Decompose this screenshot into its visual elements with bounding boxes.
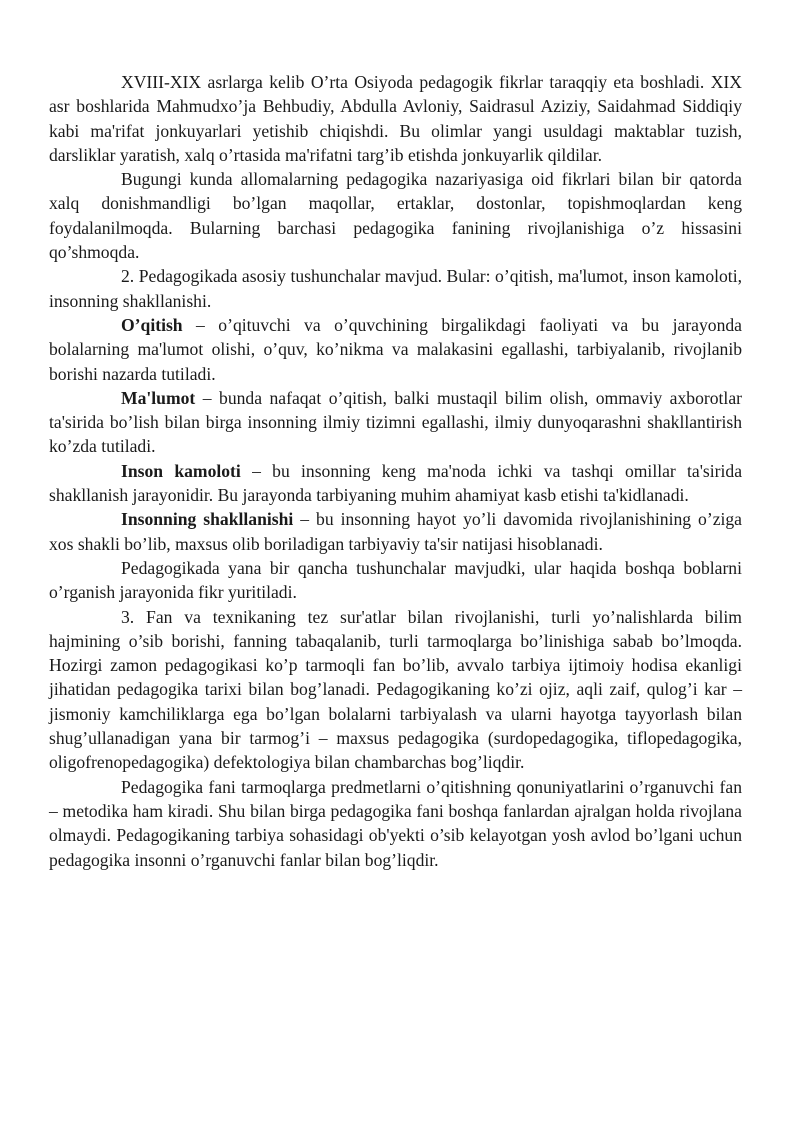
paragraph	[49, 70, 742, 167]
term-heading: Insonning shakllanishi	[121, 509, 294, 530]
paragraph-text: Pedagogikada yana bir qancha tushunchalar mavjudki, ular haqida boshqa boblarni o’rganish jarayonida fikr yuritiladi.	[49, 557, 742, 603]
paragraph-text: XVIII-XIX asrlarga kelib O’rta Osiyoda pedagogik fikrlar taraqqiy eta boshladi. XIX asr boshlarida Mahmudxo’ja Behbudiy, Abdulla Avloniy, Saidrasul Aziziy, Saidahmad Siddiqiy kabi ma'rifat jonkuyarlari yetishib chiqishdi. Bu olimlar yangi usuldagi maktablar tuzish, darsliklar yaratish, xalq o’rtasida ma'rifatni targ’ib etishda jonkuyarlik qildilar.	[49, 72, 742, 165]
paragraph-text: 3. Fan va texnikaning tez sur'atlar bilan rivojlanishi, turli yo’nalishlarda bilim hajmining o’sib borishi, fanning tabaqalanib, turli tarmoqlarga bo’linishiga sabab bo’lmoqda. Hozirgi zamon pedagogikasi ko’p tarmoqli fan bo’lib, avvalo tarbiya ijtimoiy hodisa ekanligi jihatidan pedagogika tarixi bilan bog’lanadi. Pedagogikaning ko’zi ojiz, aqli zaif, qulog’i kar – jismoniy kamchiliklarga ega bo’lgan bolalarni tarbiyalash va ularni hayotga tayyorlash bilan shug’ullanadigan yana bir tarmog’i – maxsus pedagogika (surdopedagogika, tiflopedagogika, oligofrenopedagogika) defektologiya bilan chambarchas bog’liqdir.	[49, 606, 742, 773]
paragraph	[49, 264, 742, 313]
document-page	[49, 70, 742, 872]
term-heading: Inson kamoloti	[121, 460, 241, 481]
paragraph	[49, 775, 742, 872]
paragraph-text: Pedagogika fani tarmoqlarga predmetlarni o’qitishning qonuniyatlarini o’rganuvchi fan – metodika ham kiradi. Shu bilan birga pedagogika fani boshqa fanlardan ajralgan holda rivojlana olmaydi. Pedagogikaning tarbiya sohasidagi ob'yekti o’sib kelayotgan yosh avlod bo’lgani uchun pedagogika insonni o’rganuvchi fanlar bilan bog’liqdir.	[49, 776, 742, 870]
definition-text: – bunda nafaqat o’qitish, balki mustaqil bilim olish, ommaviy axborotlar ta'sirida bo’lish bilan birga insonning ilmiy tizimni egallashi, ilmiy dunyoqarashni shakllantirish ko’zda tutiladi.	[49, 387, 742, 457]
definition-paragraph	[49, 313, 742, 386]
definition-paragraph	[49, 507, 742, 556]
paragraph-text: 2. Pedagogikada asosiy tushunchalar mavjud. Bular: o’qitish, ma'lumot, inson kamoloti, insonning shakllanishi.	[49, 266, 742, 311]
paragraph	[49, 605, 742, 775]
paragraph-text: Bugungi kunda allomalarning pedagogika nazariyasiga oid fikrlari bilan bir qatorda xalq donishmandligi bo’lgan maqollar, ertaklar, dostonlar, topishmoqlardan keng foydalanilmoqda. Bularning barchasi pedagogika fanining rivojlanishiga o’z hissasini qo’shmoqda.	[49, 169, 742, 263]
paragraph	[49, 556, 742, 605]
definition-text: – bu insonning hayot yo’li davomida rivojlanishining o’ziga xos shakli bo’lib, maxsus olib boriladigan tarbiyaviy ta'sir natijasi hisoblanadi.	[49, 509, 742, 554]
definition-text: – o’qituvchi va o’quvchining birgalikdagi faoliyati va bu jarayonda bolalarning ma'lumot olishi, o’quv, ko’nikma va malakasini egallashi, tarbiyalanib, rivojlanib borishi nazarda tutiladi.	[49, 314, 742, 384]
paragraph	[49, 167, 742, 264]
term-heading: O’qitish	[121, 314, 183, 335]
term-heading: Ma'lumot	[121, 387, 196, 408]
definition-text: – bu insonning keng ma'noda ichki va tashqi omillar ta'sirida shakllanish jarayonidir. Bu jarayonda tarbiyaning muhim ahamiyat kasb etishi ta'kidlanadi.	[49, 460, 742, 506]
definition-paragraph	[49, 459, 742, 508]
definition-paragraph	[49, 386, 742, 459]
